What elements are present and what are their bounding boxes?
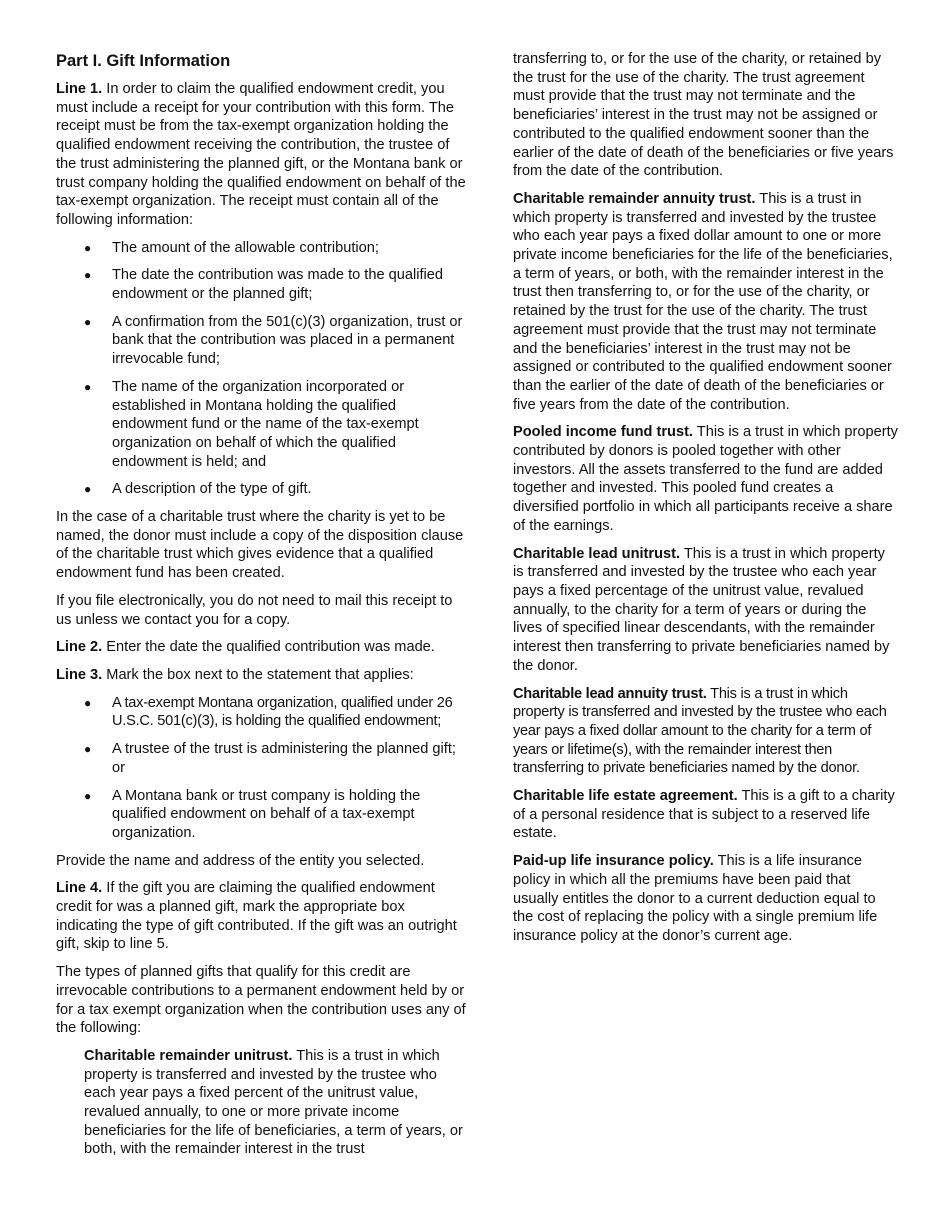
lead-unitrust-paragraph [513, 545, 899, 676]
electronic-filing-paragraph: If you file electronically, you do not need to mail this receipt to us unless we contact you for a copy. [56, 592, 453, 628]
list-item: ● A trustee of the trust is administering the planned gift; or [84, 741, 456, 776]
remainder-annuity-trust-label: Charitable remainder annuity trust. [513, 190, 756, 207]
remainder-annuity-trust-paragraph [513, 190, 899, 414]
list-item: ● A description of the type of gift. [84, 481, 312, 498]
life-insurance-text: This is a life insurance policy in which all the premiums have been paid that usually entitles the donor to a current deduction equal to the cost of replacing the policy with a single premium life insurance policy at the donor’s current age. [513, 853, 878, 944]
remainder-annuity-trust-text: This is a trust in which property is transferred and invested by the trustee who each year pays a fixed dollar amount to one or more private income beneficiaries for the life of the beneficiaries, a term of years, or both, with the remainder interest in the trust then transferring to, or for the use of the charity, or retained by the trust for the use of the charity. The trust agreement must provide that the trust may not terminate and the beneficiaries’ interest in the trust may not be assigned or contributed to the qualified endowment sooner than the earlier of the date of death of the beneficiaries or five years from the date of the contribution. [513, 190, 893, 413]
remainder-unitrust-paragraph [56, 1047, 468, 1159]
pooled-income-label: Pooled income fund trust. [513, 424, 693, 441]
part-title: Part I. Gift Information [56, 52, 231, 70]
left-column [56, 50, 468, 1168]
list-item: ● A confirmation from the 501(c)(3) organization, trust or bank that the contribution was placed in a permanent irrevocable fund; [84, 313, 463, 368]
line2-label: Line 2. [56, 639, 103, 656]
pooled-income-paragraph [513, 423, 899, 535]
line1-label: Line 1. [56, 81, 103, 97]
bullet-icon: ● [84, 788, 92, 803]
line1-text: In order to claim the qualified endowment credit, you must include a receipt for your contribution with this form. The receipt must be from the tax-exempt organization holding the qualified endowment receiving the contribution, the trustee of the trust administering the planned gift, or the Montana bank or trust company holding the qualified endowment on behalf of the tax-exempt organization. The receipt must contain all of the following information: [56, 81, 466, 228]
bullet-icon: ● [84, 482, 92, 497]
line4-text: If the gift you are claiming the qualified endowment credit for was a planned gift, mark the appropriate box indicating the type of gift contributed. If the gift was an outright gift, skip to line 5. [56, 880, 457, 953]
bullet-icon: ● [84, 742, 92, 757]
line2-text: Enter the date the qualified contribution was made. [102, 639, 435, 656]
list-item: ● The date the contribution was made to the qualified endowment or the planned gift; [84, 267, 444, 303]
life-estate-label: Charitable life estate agreement. [513, 788, 738, 805]
list-item: ● The amount of the allowable contribution; [84, 239, 379, 256]
bullet-icon: ● [84, 268, 92, 283]
line1-bullet-list [56, 239, 468, 499]
line3-label: Line 3. [56, 666, 103, 683]
planned-gifts-paragraph: The types of planned gifts that qualify for this credit are irrevocable contributions to a permanent endowment held by or for a tax exempt organization when the contribution uses any of the following: [56, 964, 466, 1037]
lead-unitrust-text: This is a trust in which property is transferred and invested by the trustee who each year pays a fixed percentage of the unitrust value, revalued annually, to the charity for a term of years or during the lives of specified linear descendants, with the remainder interest then transferring to private beneficiaries named by the donor. [513, 545, 890, 674]
right-column [513, 50, 899, 955]
line2-paragraph [56, 638, 468, 657]
remainder-unitrust-text: This is a trust in which property is transferred and invested by the trustee who each year pays a fixed percent of the unitrust value, revalued annually, to one or more private income beneficiaries for the life of beneficiaries, a term of years, or both, with the remainder interest in the trust [84, 1047, 463, 1158]
bullet-icon: ● [84, 314, 92, 329]
list-item: ● The name of the organization incorporated or established in Montana holding the qualified endowment fund or the name of the tax-exempt organization on behalf of which the qualified endowment is held; and [84, 378, 419, 470]
lead-annuity-label: Charitable lead annuity trust. [513, 685, 707, 702]
life-estate-text: This is a gift to a charity of a personal residence that is subject to a reserved life estate. [513, 788, 895, 842]
life-insurance-label: Paid-up life insurance policy. [513, 853, 714, 870]
lead-annuity-text: This is a trust in which property is transferred and invested by the trustee who each year pays a fixed dollar amount to the charity for a term of years or lifetime(s), with the remainder interest then transferring to private beneficiaries named by the donor. [513, 685, 887, 777]
list-item: ● A tax-exempt Montana organization, qualified under 26 U.S.C. 501(c)(3), is holding the qualified endowment; [84, 694, 453, 730]
line3-paragraph [56, 666, 468, 685]
line4-paragraph [56, 879, 468, 954]
line4-label: Line 4. [56, 880, 103, 897]
lead-unitrust-label: Charitable lead unitrust. [513, 545, 681, 562]
lead-annuity-paragraph [513, 685, 899, 779]
line3-bullet-list [56, 694, 468, 843]
bullet-icon: ● [84, 240, 92, 255]
remainder-unitrust-label: Charitable remainder unitrust. [84, 1047, 293, 1064]
list-item: ● A Montana bank or trust company is holding the qualified endowment on behalf of a tax-exempt organization. [84, 787, 421, 841]
remainder-unitrust-continued: transferring to, or for the use of the charity, or retained by the trust for the use of the charity. The trust agreement must provide that the trust may not terminate and the beneficiaries’ interest in the trust may not be assigned or contributed to the qualified endowment sooner than the earlier of the date of death of the beneficiaries or five years from the date of the contribution. [513, 51, 894, 180]
line3-text: Mark the box next to the statement that applies: [102, 666, 414, 683]
provide-entity-paragraph: Provide the name and address of the entity you selected. [56, 852, 425, 869]
line1-paragraph [56, 80, 468, 230]
pooled-income-text: This is a trust in which property contributed by donors is pooled together with other investors. All the assets transferred to the fund are added together and invested. This pooled fund creates a diversified portfolio in which all participants receive a share of the earnings. [513, 424, 898, 534]
charitable-trust-paragraph: In the case of a charitable trust where the charity is yet to be named, the donor must include a copy of the disposition clause of the charitable trust which gives evidence that a qualified endowment fund has been created. [56, 509, 464, 582]
life-estate-paragraph [513, 787, 899, 843]
bullet-icon: ● [84, 695, 91, 710]
bullet-icon: ● [84, 379, 92, 394]
life-insurance-paragraph [513, 852, 899, 946]
